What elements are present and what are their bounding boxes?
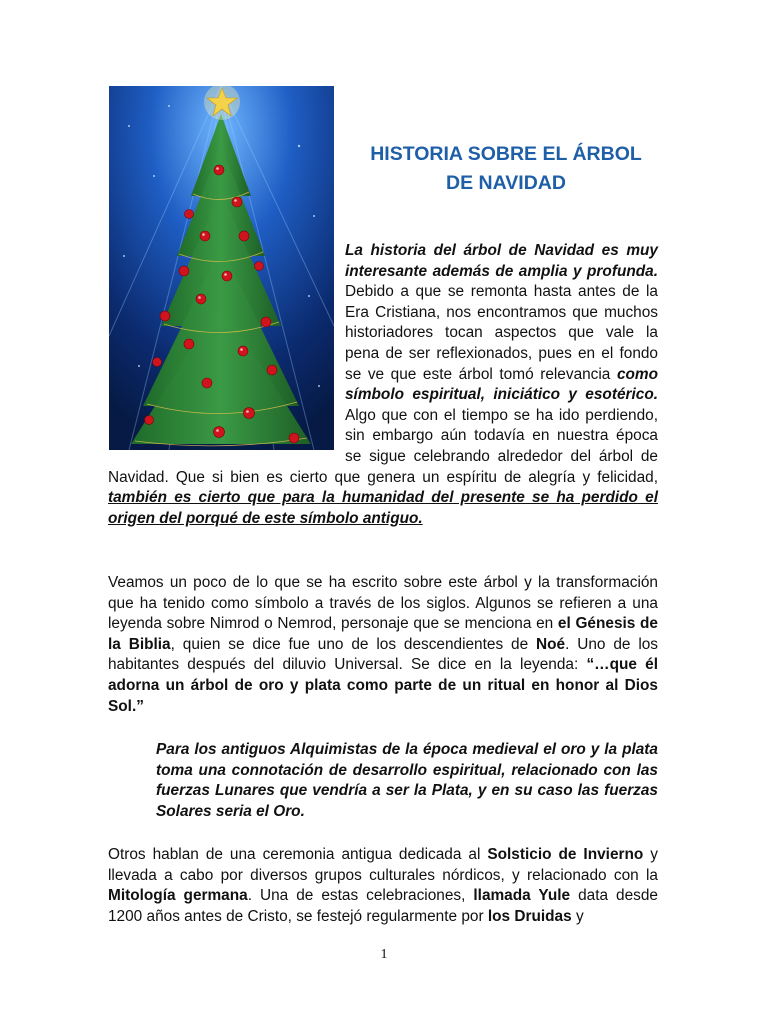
symbol-emphasis: como símbolo espiritual, iniciático y esotérico. [345, 365, 658, 404]
paragraph-1-text-a: Debido a que se remonta hasta antes de la Era Cristiana, nos encontramos que muchos historiadores tocan aspectos que vale la pena de ser reflexionados, pues en el fondo se ve que este árbol tomó relevancia [345, 283, 658, 383]
paragraph-4-text-d: data desde 1200 años antes de Cristo, se festejó regularmente por [108, 887, 658, 925]
paragraph-4-text-b: y llevada a cabo por diversos grupos culturales nórdicos, y relacionado con la [108, 846, 658, 884]
title-line-2: DE NAVIDAD [446, 172, 566, 194]
paragraph-2-text-a: Veamos un poco de lo que se ha escrito sobre este árbol y la transformación que ha tenido como símbolo a través de los siglos. Algunos se refieren a una leyenda sobre Nimrod o Nemrod, personaje que se menciona en [108, 574, 658, 633]
genesis-bold: el Génesis de la Biblia [108, 615, 658, 653]
intro-emphasis: La historia del árbol de Navidad es muy interesante además de amplia y profunda. [345, 242, 658, 280]
noe-bold: Noé [536, 635, 566, 653]
paragraph-4-text-a: Otros hablan de una ceremonia antigua dedicada al [108, 846, 488, 863]
legend-quote: “…que él adorna un árbol de oro y plata como parte de un ritual en honor al Dios Sol.” [108, 656, 658, 715]
paragraph-1 [108, 241, 658, 529]
page-number: 1 [380, 947, 388, 962]
title-line-1: HISTORIA SOBRE EL ÁRBOL [370, 143, 642, 165]
paragraph-4 [108, 845, 658, 927]
image-wrap-spacer [108, 241, 345, 467]
paragraph-2-text-b: , quien se dice fue uno de los descendientes de [170, 635, 536, 653]
germanic-mythology-bold: Mitología germana [108, 887, 248, 905]
underlined-emphasis: también es cierto que para la humanidad del presente se ha perdido el origen del porqué de este símbolo antiguo. [108, 489, 658, 527]
paragraph-2-text-c: . Uno de los habitantes después del diluvio Universal. Se dice en la leyenda: [108, 635, 658, 674]
druids-bold: los Druidas [487, 907, 572, 925]
paragraph-4-text-c: . Una de estas celebraciones, [247, 887, 474, 905]
yule-bold: llamada Yule [473, 887, 571, 905]
solstice-bold: Solsticio de Invierno [487, 846, 644, 863]
alchemists-quote-paragraph: Para los antiguos Alquimistas de la época medieval el oro y la plata toma una connotación de desarrollo espiritual, relacionado con las fuerzas Lunares que vendría a ser la Plata, y en su caso las fuerzas Solares seria el Oro. [156, 741, 658, 820]
paragraph-1-text-b: Algo que con el tiempo se ha ido perdiendo, sin embargo aún todavía en nuestra época se sigue celebrando alrededor del árbol de Navidad. Que si bien es cierto que genera un espíritu de alegría y felicidad, [108, 406, 658, 486]
paragraph-2 [108, 573, 658, 717]
document-title [336, 140, 676, 198]
paragraph-4-text-e: y [571, 907, 584, 925]
